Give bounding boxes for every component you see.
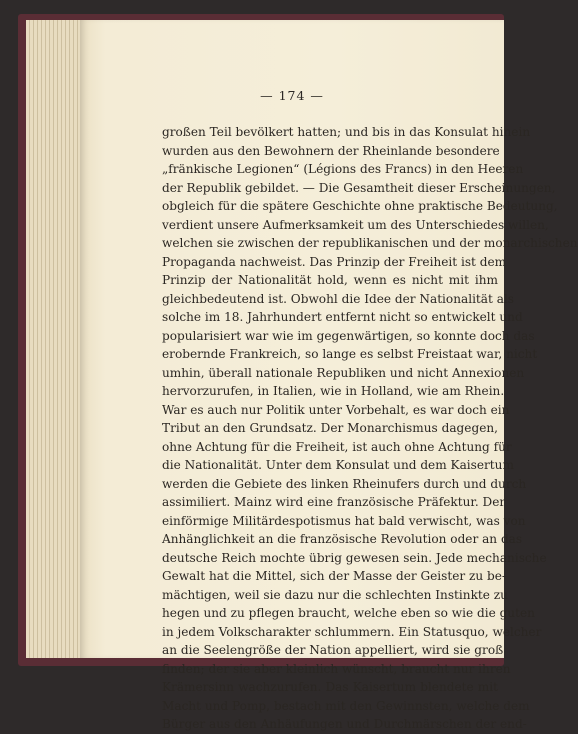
page-stack-edges: [26, 20, 84, 658]
text-line: Tribut an den Grundsatz. Der Monarchismus dagegen,: [162, 421, 498, 435]
text-line: assimiliert. Mainz wird eine französische Präfektur. Der: [162, 495, 506, 509]
text-line: Anhänglichkeit an die französische Revolution oder an das: [162, 532, 523, 546]
text-line: gleichbedeutend ist. Obwohl die Idee der Nationalität als: [162, 291, 514, 306]
text-line: deutsche Reich mochte übrig gewesen sein. Jede mechanische: [162, 550, 547, 565]
text-line: Gewalt hat die Mittel, sich der Masse der Geister zu be-: [162, 569, 507, 583]
text-line: werden die Gebiete des linken Rheinufers durch und durch: [162, 476, 527, 491]
text-line: War es auch nur Politik unter Vorbehalt, es war doch ein: [162, 402, 510, 417]
text-line: „fränkische Legionen“ (Légions des Francs) in den Heeren: [162, 162, 524, 176]
text-line: an die Seelengröße der Nation appelliert, wird sie groß: [162, 643, 504, 657]
text-line: Macht und Pomp, bestach mit den Gewinnsten, welche dem: [162, 698, 530, 713]
page-number: — 174 —: [260, 88, 324, 103]
text-line: umhin, überall nationale Republiken und nicht Annexionen: [162, 365, 525, 380]
text-line: obgleich für die spätere Geschichte ohne praktische Bedeutung,: [162, 199, 558, 213]
text-line: großen Teil bevölkert hatten; und bis in das Konsulat hinein: [162, 125, 531, 139]
text-line: finden; der sie aber kleinlich wünscht, braucht nur ihren: [162, 661, 511, 676]
text-line: Krämersinn wachzurufen. Das Kaisertum blendete mit: [162, 680, 498, 694]
text-line: hegen und zu pflegen braucht, welche eben so wie die guten: [162, 606, 535, 620]
text-line: wurden aus den Bewohnern der Rheinlande besondere: [162, 143, 500, 158]
text-line: einförmige Militärdespotismus hat bald verwischt, was von: [162, 513, 526, 528]
text-line: erobernde Frankreich, so lange es selbst Freistaat war, nicht: [162, 347, 538, 361]
text-line: in jedem Volkscharakter schlummern. Ein Statusquo, welcher: [162, 624, 542, 639]
text-line: Bürger aus den Anhäufungen und Durchmärschen der end-: [162, 717, 527, 731]
text-line: popularisiert war wie im gegenwärtigen, so konnte doch das: [162, 328, 535, 343]
text-line: welchen sie zwischen der republikanischen und der monarchischen: [162, 236, 578, 250]
text-line: hervorzurufen, in Italien, wie in Holland, wie am Rhein.: [162, 384, 505, 398]
text-line: ohne Achtung für die Freiheit, ist auch ohne Achtung für: [162, 439, 512, 454]
book-page: [80, 20, 578, 731]
text-line: Prinzip der Nationalität hold, wenn es nicht mit ihm: [162, 273, 498, 287]
text-line: verdient unsere Aufmerksamkeit um des Unterschiedes willen,: [162, 217, 549, 232]
text-line: mächtigen, weil sie dazu nur die schlechten Instinkte zu: [162, 587, 508, 602]
text-line: solche im 18. Jahrhundert entfernt nicht so entwickelt und: [162, 310, 523, 324]
page-text: [162, 123, 578, 734]
text-line: Propaganda nachweist. Das Prinzip der Freiheit ist dem: [162, 254, 507, 269]
text-line: der Republik gebildet. — Die Gesamtheit dieser Erscheinungen,: [162, 180, 556, 195]
text-line: die Nationalität. Unter dem Konsulat und dem Kaisertum: [162, 458, 514, 472]
